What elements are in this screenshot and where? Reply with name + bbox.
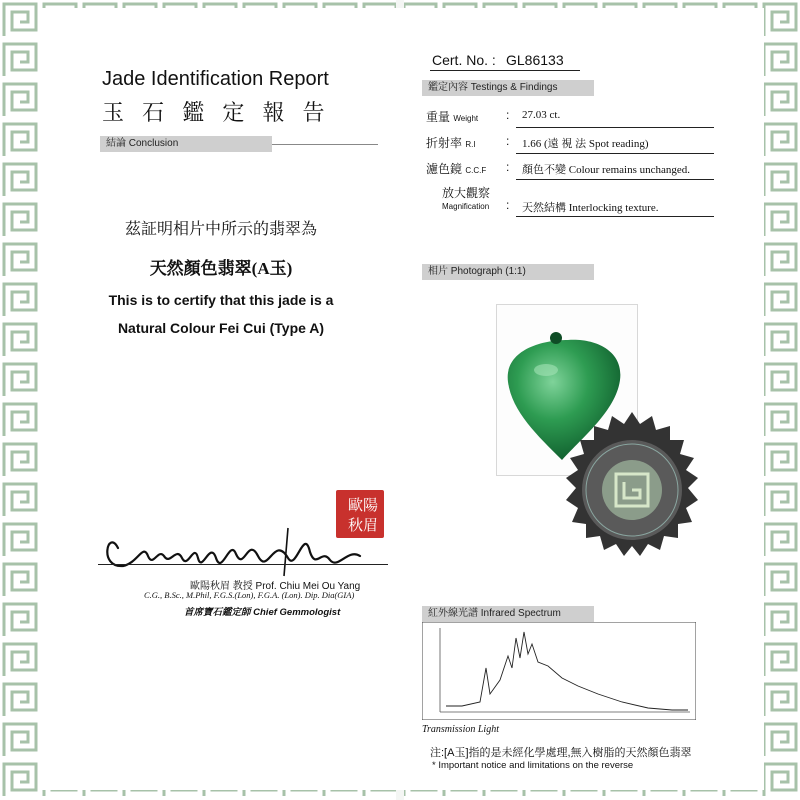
row-ccf-label: 濾色鏡 C.C.F — [426, 162, 487, 176]
photo-band: 相片 Photograph (1:1) — [422, 264, 594, 280]
spectrum-band: 紅外線光譜 Infrared Spectrum — [422, 606, 594, 622]
spectrum-caption: Transmission Light — [422, 724, 499, 735]
signer-name: 歐陽秋眉 教授 Prof. Chiu Mei Ou Yang — [190, 581, 361, 592]
conclusion-band: 結論 Conclusion — [100, 136, 272, 152]
note-zh: 注:[A玉]指的是未經化學處理,無入樹脂的天然顏色翡翠 — [430, 747, 692, 759]
row-ri-label: 折射率 R.I — [426, 136, 476, 150]
cert-rule — [430, 70, 580, 71]
row-weight-value: 27.03 ct. — [522, 109, 561, 121]
row-mag-label-zh: 放大觀察 — [442, 186, 491, 200]
row-mag-label-en: Magnification — [442, 202, 490, 211]
note-en: * Important notice and limitations on the reverse — [432, 760, 634, 771]
signer-credentials: C.G., B.Sc., M.Phil, F.G.S.(Lon), F.G.A. (Lon). Dip. Dia(GIA) — [144, 590, 355, 600]
row-ccf-value: 顏色不變 Colour remains unchanged. — [522, 164, 691, 176]
findings-band: 鑑定內容 Testings & Findings — [422, 80, 594, 96]
signature-rule — [98, 564, 388, 565]
certify-zh-line2: 天然顏色翡翠(A玉) — [149, 259, 293, 278]
certify-en-line2: Natural Colour Fei Cui (Type A) — [117, 320, 325, 336]
signer-title: 首席寶石鑑定師 Chief Gemmologist — [184, 607, 341, 618]
infrared-spectrum-chart — [422, 622, 696, 720]
certify-en-line1: This is to certify that this jade is a — [108, 292, 334, 308]
signature — [98, 518, 388, 578]
cert-number-label: Cert. No. : — [432, 52, 496, 68]
row-mag-value: 天然結構 Interlocking texture. — [522, 202, 659, 214]
left-page — [40, 8, 402, 790]
svg-text:秋眉: 秋眉 — [348, 516, 379, 534]
row-weight-label: 重量 Weight — [426, 110, 479, 124]
lab-seal-hologram — [552, 410, 712, 570]
report-title-zh: 玉 石 鑑 定 報 告 — [102, 100, 331, 125]
report-title-en: Jade Identification Report — [102, 68, 329, 90]
right-page: Cert. No. : GL86133 鑑定內容 Testings & Findings 重量 Weight : 27.03 ct. 折射率 R.I : 1.66 (遠 視 法 Spot reading) 濾色鏡 C.C.F : 顏色不變 Colour remains unchanged. 放大觀察 Magnification : 天然結構 Interlocking texture. 相片 Photograph (1:1) 紅外線光譜 Infrared Spectrum Transmission Light 注:[A玉]指的是未經化學處理,無入樹脂的天然顏色翡翠 * Important notice and limitations on the reverse — [402, 8, 764, 790]
cert-number-value: GL86133 — [506, 52, 564, 68]
svg-text:歐陽: 歐陽 — [348, 496, 379, 514]
certify-zh-line1: 茲証明相片中所示的翡翠為 — [124, 221, 317, 238]
row-ri-value: 1.66 (遠 視 法 Spot reading) — [522, 138, 649, 150]
conclusion-rule — [272, 144, 378, 145]
